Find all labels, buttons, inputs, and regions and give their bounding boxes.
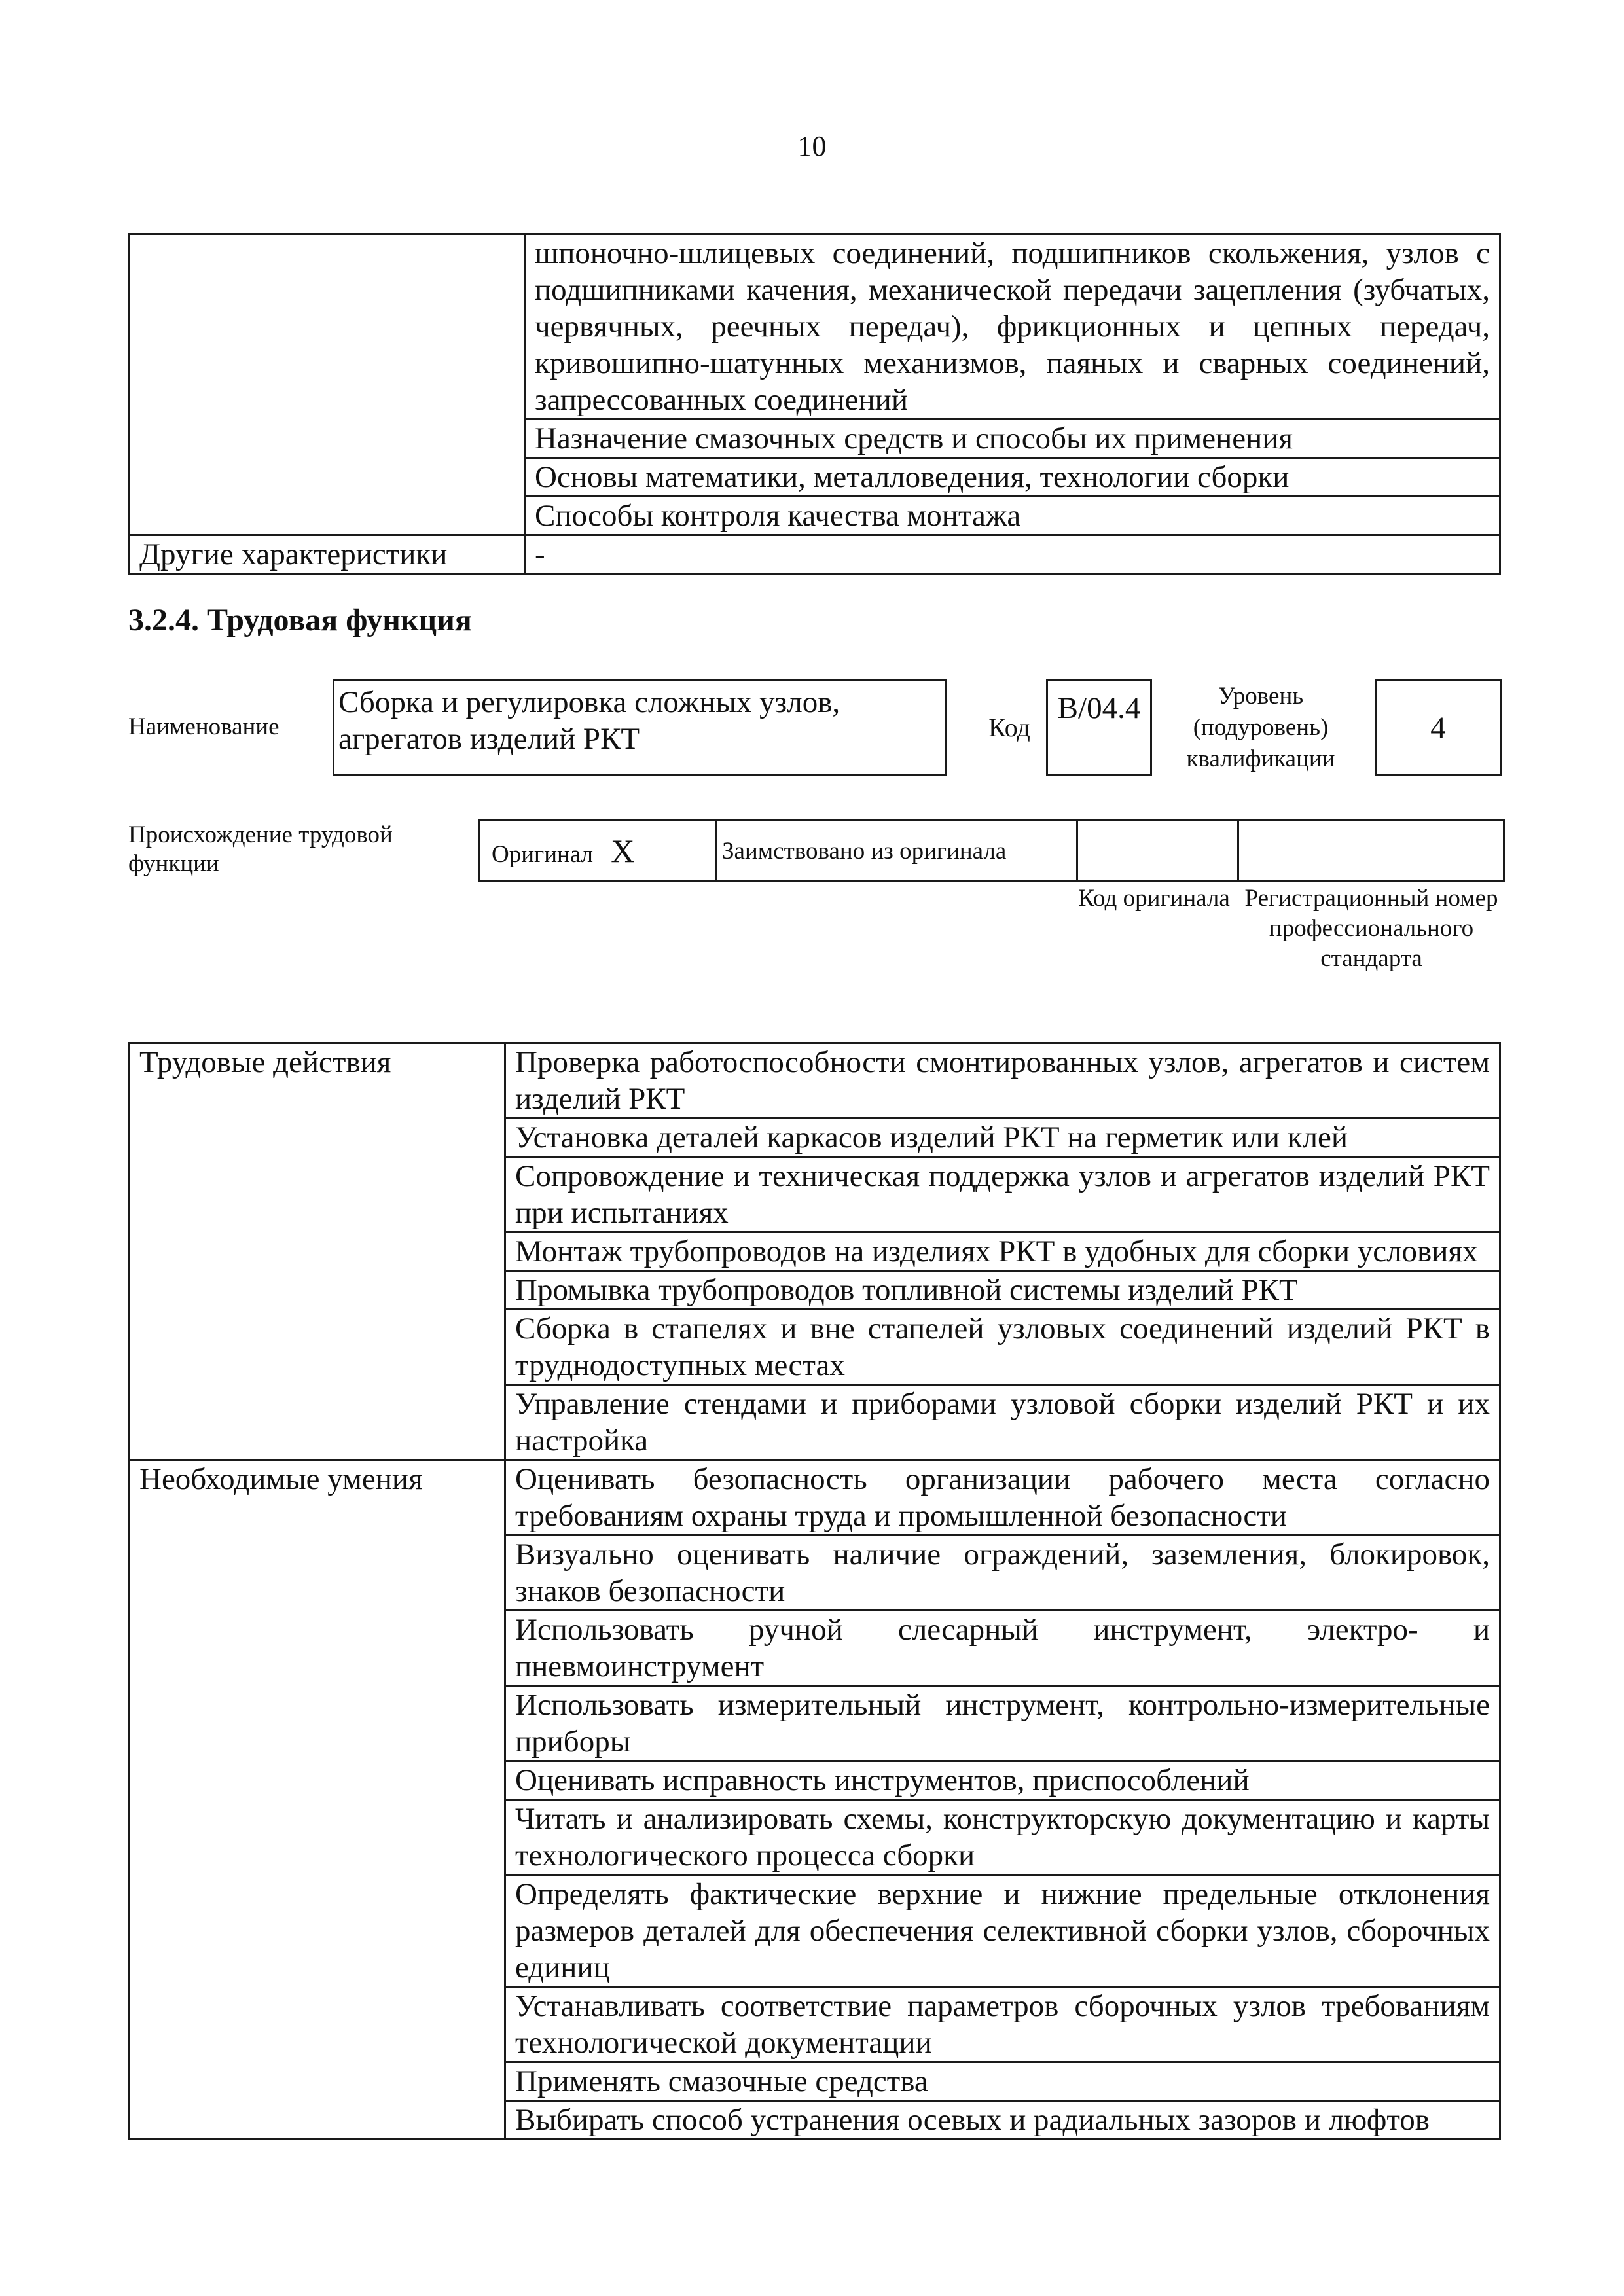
skill-item: Выбирать способ устранения осевых и радиальных зазоров и люфтов <box>505 2101 1500 2140</box>
skill-item: Визуально оценивать наличие ограждений, заземления, блокировок, знаков безопасности <box>505 1535 1500 1611</box>
actions-label: Трудовые действия <box>130 1043 505 1460</box>
labor-function-table <box>128 1042 1501 2140</box>
skill-item: Применять смазочные средства <box>505 2062 1500 2101</box>
original-cell <box>479 821 716 882</box>
knowledge-label-cell <box>130 234 525 535</box>
code-caption: Код оригинала <box>1078 885 1230 912</box>
code-label: Код <box>988 713 1030 742</box>
section-title: 3.2.4. Трудовая функция <box>128 603 472 637</box>
knowledge-item: Основы математики, металловедения, технологии сборки <box>525 458 1500 497</box>
registration-number-cell <box>1238 821 1504 882</box>
knowledge-table-continued <box>128 233 1501 575</box>
borrowed-cell <box>716 821 1077 882</box>
original-code-cell <box>1077 821 1238 882</box>
origin-label: Происхождение трудовой функции <box>128 821 393 877</box>
action-item: Промывка трубопроводов топливной системы изделий РКТ <box>505 1271 1500 1310</box>
registration-caption: Регистрационный номер профессионального стандарта <box>1244 885 1498 972</box>
action-item: Проверка работоспособности смонтированных узлов, агрегатов и систем изделий РКТ <box>505 1043 1500 1119</box>
action-item: Установка деталей каркасов изделий РКТ на герметик или клей <box>505 1119 1500 1157</box>
level-box <box>1375 679 1502 776</box>
skill-item: Устанавливать соответствие параметров сборочных узлов требованиям технологической документации <box>505 1987 1500 2062</box>
original-mark: X <box>611 833 635 869</box>
skill-item: Определять фактические верхние и нижние предельные отклонения размеров деталей для обеспечения селективной сборки узлов, сборочных единиц <box>505 1875 1500 1987</box>
code-box <box>1046 679 1152 776</box>
level-value: 4 <box>1430 711 1446 745</box>
table-row <box>130 1460 1500 1535</box>
table-row <box>130 234 1500 420</box>
knowledge-continuation-text: шпоночно-шлицевых соединений, подшипников скольжения, узлов с подшипниками качения, механической передачи зацепления (зубчатых, червячных, реечных передач), фрикционных и цепных передач, кривошипно-шатунных механизмов, паяных и сварных соединений, запрессованных соединений <box>525 234 1500 420</box>
action-item: Монтаж трубопроводов на изделиях РКТ в удобных для сборки условиях <box>505 1232 1500 1271</box>
knowledge-item: Способы контроля качества монтажа <box>525 497 1500 535</box>
borrowed-label: Заимствовано из оригинала <box>722 837 1007 865</box>
origin-table <box>478 819 1505 882</box>
original-label: Оригинал <box>492 841 594 868</box>
function-name-box <box>333 679 947 776</box>
skill-item: Использовать ручной слесарный инструмент, электро- и пневмоинструмент <box>505 1611 1500 1686</box>
level-label: Уровень (подуровень) квалификации <box>1186 683 1335 772</box>
function-name-value: Сборка и регулировка сложных узлов, агрегатов изделий РКТ <box>338 685 840 756</box>
skill-item: Оценивать исправность инструментов, приспособлений <box>505 1761 1500 1800</box>
action-item: Сопровождение и техническая поддержка узлов и агрегатов изделий РКТ при испытаниях <box>505 1157 1500 1232</box>
other-characteristics-value: - <box>525 535 1500 574</box>
knowledge-item: Назначение смазочных средств и способы их применения <box>525 420 1500 458</box>
table-row <box>130 535 1500 574</box>
skills-label: Необходимые умения <box>130 1460 505 2140</box>
skill-item: Читать и анализировать схемы, конструкторскую документацию и карты технологического процесса сборки <box>505 1800 1500 1875</box>
function-code-value: B/04.4 <box>1057 691 1141 725</box>
skill-item: Оценивать безопасность организации рабочего места согласно требованиям охраны труда и промышленной безопасности <box>505 1460 1500 1535</box>
table-row <box>479 821 1504 882</box>
action-item: Сборка в стапелях и вне стапелей узловых соединений изделий РКТ в труднодоступных местах <box>505 1310 1500 1385</box>
other-characteristics-label: Другие характеристики <box>130 535 525 574</box>
name-label: Наименование <box>128 713 280 740</box>
page-number: 10 <box>797 130 827 162</box>
table-row <box>130 1043 1500 1119</box>
skill-item: Использовать измерительный инструмент, контрольно-измерительные приборы <box>505 1686 1500 1761</box>
action-item: Управление стендами и приборами узловой сборки изделий РКТ и их настройка <box>505 1385 1500 1460</box>
